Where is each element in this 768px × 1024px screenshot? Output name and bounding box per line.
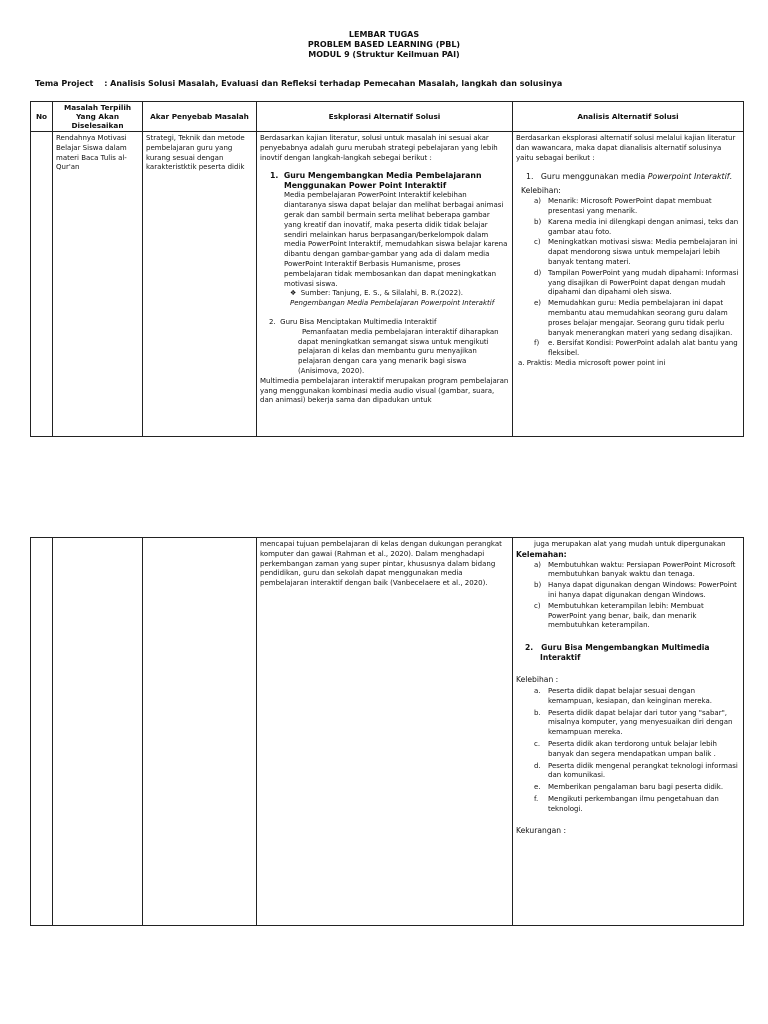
list-marker: a): [534, 197, 542, 206]
cell-eksplorasi: [257, 538, 513, 926]
list-marker: b.: [534, 708, 541, 717]
list-item: [516, 581, 740, 601]
list-item-text: Hanya dapat digunakan dengan Windows: PowerPoint ini hanya dapat digunakan dengan Windows.: [548, 581, 737, 599]
list-item-text: Membutuhkan waktu: Persiapan PowerPoint Microsoft membutuhkan banyak waktu dan tenaga.: [548, 560, 736, 579]
list-item-text: Membutuhkan keterampilan lebih: Membuat PowerPoint yang benar, baik, dan menarik membutuhkan keterampilan.: [548, 601, 704, 630]
solusi-2-number: 2.: [269, 317, 276, 326]
list-item: [516, 602, 740, 631]
list-item-text: Menarik: Microsoft PowerPoint dapat membuat presentasi yang menarik.: [548, 197, 712, 215]
analisis-2-number: 2.: [525, 643, 534, 653]
list-marker: b): [534, 217, 542, 226]
list-marker: d.: [534, 761, 541, 770]
eksplorasi-intro: Berdasarkan kajian literatur, solusi untuk masalah ini sesuai akar penyebabnya adalah guru merubah strategi pebelajaran yang lebih inovtif dengan langkah-langkah sebegai berikut :: [260, 134, 498, 162]
list-item-text: Tampilan PowerPoint yang mudah dipahami: Informasi yang disajikan di PowerPoint dapat dengan mudah dipahami dan dipahami oleh siswa.: [548, 268, 739, 297]
praktis-line: a. Praktis: Media microsoft power point ini: [518, 358, 666, 367]
list-marker: c.: [534, 739, 541, 748]
list-item-text: Peserta didik akan terdorong untuk belajar lebih banyak dan segera mendapatkan umpan balik .: [548, 739, 717, 758]
tema-project: [35, 79, 562, 88]
list-item-text: Karena media ini dilengkapi dengan animasi, teks dan gambar atau foto.: [548, 217, 739, 236]
solusi-1-title-text: Guru Mengembangkan Media Pembelajarann Menggunakan Power Point Interaktif: [283, 171, 482, 191]
list-item-text: Peserta didik dapat belajar dari tutor yang "sabar", misalnya komputer, yang menyesuaikan diri dengan kemampuan mereka.: [548, 708, 733, 737]
analisis-2-title: [516, 643, 740, 663]
cell-no: [31, 132, 53, 437]
list-marker: c): [534, 601, 541, 610]
solusi-1-number: 1.: [270, 171, 279, 181]
pbl-table-page-1: [30, 101, 744, 437]
source-citation: Sumber: Tanjung, E. S., & Silalahi, B. R.(2022).: [300, 289, 464, 298]
cell-eksplorasi: [257, 132, 513, 437]
list-item: [516, 561, 740, 581]
tema-label: Tema Project: [35, 79, 94, 88]
list-item-text: Peserta didik mengenal perangkat teknologi informasi dan komunikasi.: [548, 761, 738, 780]
header-masalah: Masalah Terpilih Yang Akan Diselesaikan: [53, 102, 143, 132]
list-marker: f): [534, 339, 540, 348]
header-eksplorasi: Eskplorasi Alternatif Solusi: [257, 102, 513, 132]
list-marker: f.: [534, 794, 539, 803]
table-row: [31, 538, 744, 926]
header-akar: Akar Penyebab Masalah: [143, 102, 257, 132]
list-item: [516, 238, 740, 267]
list-marker: d): [534, 268, 542, 277]
list-item: [516, 740, 740, 760]
cell-analisis: [513, 132, 744, 437]
page-1: [0, 0, 768, 440]
table-row: [31, 132, 744, 437]
solusi-2-title-text: Guru Bisa Menciptakan Multimedia Interaktif: [280, 317, 437, 326]
diamond-bullet-icon: ❖: [290, 289, 297, 298]
list-item-text: Mengikuti perkembangan ilmu pengetahuan dan teknologi.: [548, 794, 719, 813]
solusi-2-body: Pemanfaatan media pembelajaran interaktif diharapkan dapat meningkatkan semangat siswa untuk mengikuti pelajaran di kelas dan membantu guru menyajikan pelajaran dengan cara yang menarik bagi siswa (Anisimova, 2020).: [298, 327, 499, 375]
page-2: [0, 440, 768, 1024]
list-item: [516, 687, 740, 707]
cell-analisis: [513, 538, 744, 926]
analisis-1-title: [516, 172, 740, 182]
cell-no: [31, 538, 53, 926]
solusi-1-body: Media pembelajaran PowerPoint Interaktif kelebihan diantaranya siswa dapat belajar dan melihat berbagai animasi gerak dan sambil bermain serta melihat beberapa gambar yang kreatif dan inovatif, maka peserta didik tidak belajar sendiri melainkan harus berpasangan/berkelompok dalam media PowerPoint Interaktif, memudahkan siswa belajar karena dibantu dengan gambar-gambar yang ada di dalam media PowerPoint Interaktif Berbasis Humanisme, proses pembelajaran tidak membosankan dan dapat meningkatkan motivasi siswa.: [284, 191, 508, 288]
pbl-table-page-2: [30, 537, 744, 926]
table-header-row: [31, 102, 744, 132]
praktis-continued: juga merupakan alat yang mudah untuk dipergunakan: [534, 540, 726, 548]
list-item-text: Memberikan pengalaman baru bagi peserta didik.: [548, 783, 724, 792]
kelemahan-list: [516, 561, 740, 632]
analisis-1-title-italic: Powerpoint Interaktif: [647, 172, 730, 182]
analisis-1-number: 1.: [526, 172, 534, 182]
solusi-2-title: [260, 318, 509, 328]
list-marker: c): [534, 238, 541, 247]
kelebihan-2-label: Kelebihan :: [516, 675, 559, 685]
kekurangan-label: Kekurangan :: [516, 825, 567, 835]
list-item: [516, 762, 740, 782]
document-header: [0, 30, 768, 60]
kelebihan-list: [516, 197, 740, 359]
list-marker: a.: [534, 686, 541, 695]
analisis-1-title-end: .: [729, 172, 732, 182]
cell-akar: [143, 538, 257, 926]
source-title: Pengembangan Media Pembelajaran Powerpoint Interaktif: [290, 299, 495, 308]
list-item: [516, 783, 740, 793]
list-item: [516, 218, 740, 238]
kelebihan-2-list: [516, 687, 740, 815]
list-item-text: Peserta didik dapat belajar sesuai dengan kemampuan, kesiapan, dan keinginan mereka.: [548, 686, 712, 705]
list-item: [516, 709, 740, 738]
analisis-1-title-text: Guru menggunakan media: [540, 172, 648, 182]
list-marker: e.: [534, 783, 541, 792]
list-item-text: Memudahkan guru: Media pembelajaran ini dapat membantu atau memudahkan seorang guru dalam proses belajar mengajar. Seorang guru tidak perlu banyak menerangkan materi yang sedang disajikan.: [548, 299, 733, 337]
tema-value: : Analisis Solusi Masalah, Evaluasi dan Refleksi terhadap Pemecahan Masalah, langkah dan solusinya: [104, 79, 563, 88]
list-marker: b): [534, 581, 542, 590]
list-item: [516, 299, 740, 338]
cell-masalah: [53, 538, 143, 926]
list-marker: a): [534, 560, 542, 569]
kelebihan-label: Kelebihan:: [521, 186, 561, 196]
solusi-2-body-2: Multimedia pembelajaran interaktif merupakan program pembelajaran yang menggunakan kombinasi media audio visual (gambar, suara, dan animasi) bekerja sama dan dipadukan untuk: [260, 376, 509, 405]
cell-masalah: Rendahnya Motivasi Belajar Siswa dalam materi Baca Tulis al-Qur'an: [53, 132, 143, 437]
analisis-2-title-text: Guru Bisa Mengembangkan Multimedia Interaktif: [540, 643, 710, 663]
solusi-1-title: [260, 171, 509, 191]
kelemahan-label: Kelemahan:: [516, 549, 567, 559]
list-item: [516, 197, 740, 217]
solusi-1-source: [260, 289, 509, 299]
list-marker: e): [534, 299, 542, 308]
list-item: [516, 269, 740, 298]
header-no: No: [31, 102, 53, 132]
header-title: LEMBAR TUGAS: [348, 30, 420, 39]
eksplorasi-continued: mencapai tujuan pembelajaran di kelas dengan dukungan perangkat komputer dan gawai (Rahman et al., 2020). Dalam menghadapi perkembangan zaman yang super pintar, khususnya dalam bidang pendidikan, guru dan sekolah dapat menggunakan media pembelajaran interaktif dengan baik (Vanbecelaere et al., 2020).: [260, 540, 502, 588]
header-analisis: Analisis Alternatif Solusi: [513, 102, 744, 132]
list-item: [516, 339, 740, 359]
list-item-text: Meningkatkan motivasi siswa: Media pembelajaran ini dapat mendorong siswa untuk mempelajari lebih banyak tentang materi.: [548, 238, 738, 266]
cell-akar: Strategi, Teknik dan metode pembelajaran guru yang kurang sesuai dengan karakteristktik peserta didik: [143, 132, 257, 437]
header-module: MODUL 9 (Struktur Keilmuan PAI): [308, 50, 460, 59]
list-item: [516, 795, 740, 815]
list-item-text: e. Bersifat Kondisi: PowerPoint adalah alat bantu yang fleksibel.: [548, 339, 738, 358]
header-subtitle: PROBLEM BASED LEARNING (PBL): [307, 40, 461, 49]
analisis-intro: Berdasarkan eksplorasi alternatif solusi melalui kajian literatur dan wawancara, maka dapat dianalisis alternatif solusinya yaitu sebagai berikut :: [516, 134, 736, 162]
